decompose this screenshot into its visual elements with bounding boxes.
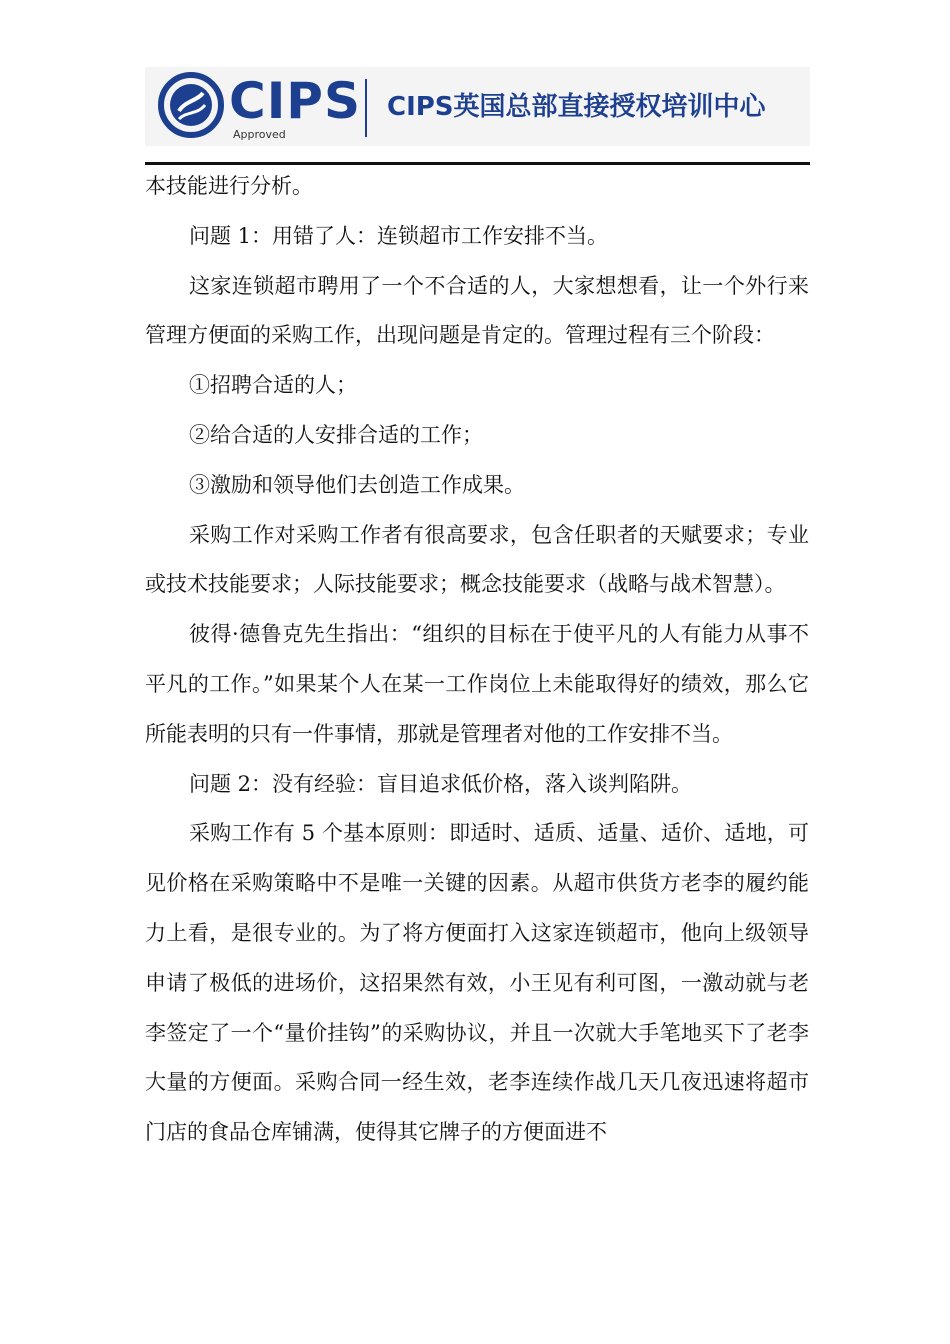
- cips-globe-logo-icon: [157, 71, 225, 139]
- page-header-banner: [145, 67, 810, 146]
- body-paragraph: 问题 1：用错了人：连锁超市工作安排不当。: [189, 223, 609, 248]
- header-divider: [365, 79, 367, 137]
- body-paragraph: 彼得·德鲁克先生指出：“组织的目标在于使平凡的人有能力从事不平凡的工作。”如果某个人在某一工作岗位上未能取得好的绩效，那么它所能表明的只有一件事情，那就是管理者对他的工作安排不当。: [145, 622, 809, 746]
- logo-wordmark: CIPS: [229, 72, 361, 130]
- document-body: [145, 162, 809, 1158]
- header-tagline: CIPS英国总部直接授权培训中心: [387, 92, 766, 122]
- body-paragraph: 这家连锁超市聘用了一个不合适的人，大家想想看，让一个外行来管理方便面的采购工作，出现问题是肯定的。管理过程有三个阶段：: [145, 273, 809, 348]
- body-paragraph: 采购工作有 5 个基本原则：即适时、适质、适量、适价、适地，可见价格在采购策略中不是唯一关键的因素。从超市供货方老李的履约能力上看，是很专业的。为了将方便面打入这家连锁超市，他向上级领导申请了极低的进场价，这招果然有效，小王见有利可图，一激动就与老李签定了一个“量价挂钩”的采购协议，并且一次就大手笔地买下了老李大量的方便面。采购合同一经生效，老李连续作战几天几夜迅速将超市门店的食品仓库铺满，使得其它牌子的方便面进不: [145, 821, 809, 1145]
- body-paragraph: ②给合适的人安排合适的工作；: [189, 422, 483, 447]
- body-paragraph: ①招聘合适的人；: [189, 373, 357, 398]
- body-paragraph: 问题 2：没有经验：盲目追求低价格，落入谈判陷阱。: [189, 771, 693, 796]
- body-paragraph: 本技能进行分析。: [145, 174, 313, 198]
- body-paragraph: ③激励和领导他们去创造工作成果。: [189, 472, 525, 497]
- logo-approved-label: Approved: [233, 128, 286, 141]
- body-paragraph: 采购工作对采购工作者有很高要求，包含任职者的天赋要求；专业或技术技能要求；人际技能要求；概念技能要求（战略与战术智慧）。: [145, 522, 809, 597]
